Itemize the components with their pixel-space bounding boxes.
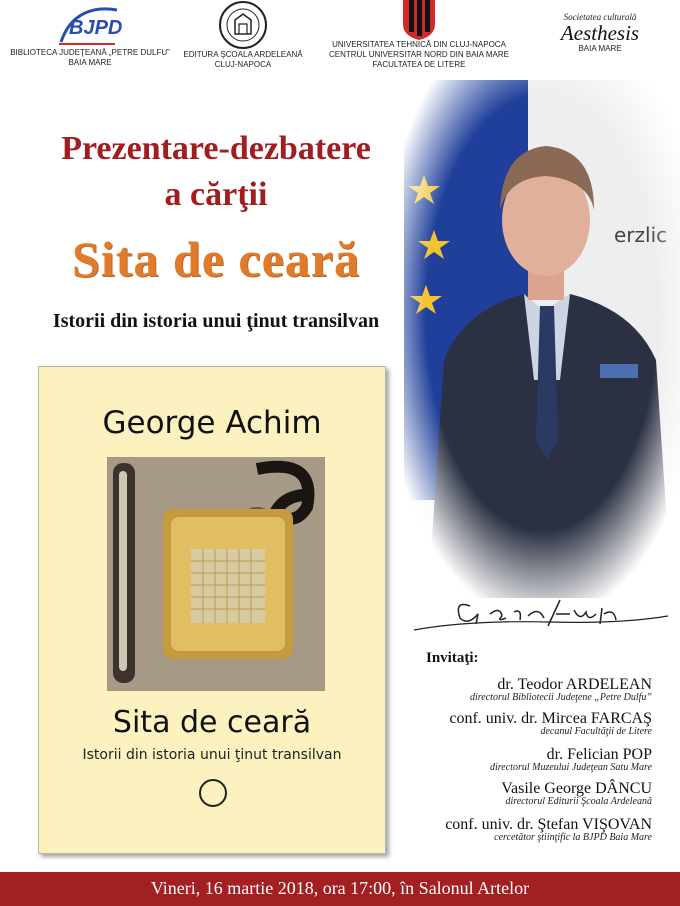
guest-role: directorul Editurii Şcoala Ardeleană xyxy=(505,796,652,807)
headline-book-title: Sita de ceară xyxy=(72,231,360,287)
cover-subtitle: Istorii din istoria unui ţinut transilvan xyxy=(82,747,342,763)
bjpd-caption-1: BIBLIOTECA JUDEŢEANĂ „PETRE DULFU” xyxy=(10,48,170,57)
guest-1 xyxy=(470,676,652,703)
logo-editura xyxy=(178,0,308,70)
event-details: Vineri, 16 martie 2018, ora 17:00, în Salonul Artelor xyxy=(150,878,530,898)
guest-role: directorul Muzeului Judeţean Satu Mare xyxy=(489,762,652,773)
guest-3 xyxy=(490,746,652,773)
guest-role: directorul Bibliotecii Judeţene „Petre Dulfu” xyxy=(470,692,652,703)
svg-text:BJPD: BJPD xyxy=(69,17,123,39)
headline-line2: a cărţii xyxy=(164,176,268,213)
guest-name: dr. Teodor ARDELEAN xyxy=(497,676,652,693)
publisher-seal-icon xyxy=(199,779,227,807)
aesthesis-wordmark: Aesthesis xyxy=(560,21,640,45)
author-photo xyxy=(404,80,680,598)
editura-caption-1: EDITURA ŞCOALA ARDELEANĂ xyxy=(183,50,303,59)
guest-name: conf. univ. dr. Ştefan VIŞOVAN xyxy=(445,816,652,833)
bjpd-caption-2: BAIA MARE xyxy=(68,58,112,67)
guest-2 xyxy=(449,710,652,737)
logo-utcn xyxy=(326,0,512,70)
utcn-crest-icon xyxy=(399,0,439,40)
utcn-caption-1: UNIVERSITATEA TEHNICĂ DIN CLUJ-NAPOCA xyxy=(332,40,506,49)
editura-seal-icon xyxy=(218,0,268,50)
guests-heading: Invitaţi: xyxy=(426,650,479,666)
event-banner xyxy=(0,872,680,906)
cover-author: George Achim xyxy=(102,405,322,441)
utcn-caption-3: FACULTATEA DE LITERE xyxy=(372,60,466,69)
logo-bjpd xyxy=(10,0,170,68)
guest-role: cercetător ştiinţific la BJPD Baia Mare xyxy=(494,832,652,843)
guest-role: decanul Facultăţii de Litere xyxy=(540,726,652,737)
book-cover xyxy=(38,366,386,854)
guest-name: conf. univ. dr. Mircea FARCAŞ xyxy=(449,710,652,727)
bjpd-logo-icon xyxy=(55,4,125,48)
aesthesis-caption: BAIA MARE xyxy=(578,44,622,53)
logo-aesthesis xyxy=(540,12,660,54)
guest-name: dr. Felician POP xyxy=(546,746,652,763)
headline-subtitle: Istorii din istoria unui ţinut transilvan xyxy=(52,310,380,332)
cover-title: Sita de ceară xyxy=(112,705,312,740)
author-signature xyxy=(410,586,672,636)
guest-name: Vasile George DÂNCU xyxy=(501,780,652,797)
headline-line1: Prezentare-dezbatere xyxy=(61,130,371,167)
cover-artwork xyxy=(107,457,325,691)
utcn-caption-2: CENTRUL UNIVERSITAR NORD DIN BAIA MARE xyxy=(328,50,510,59)
editura-caption-2: CLUJ-NAPOCA xyxy=(214,60,272,69)
guest-4 xyxy=(501,780,652,807)
guest-5 xyxy=(445,816,652,843)
aesthesis-small-label: Societatea culturală xyxy=(563,12,637,22)
